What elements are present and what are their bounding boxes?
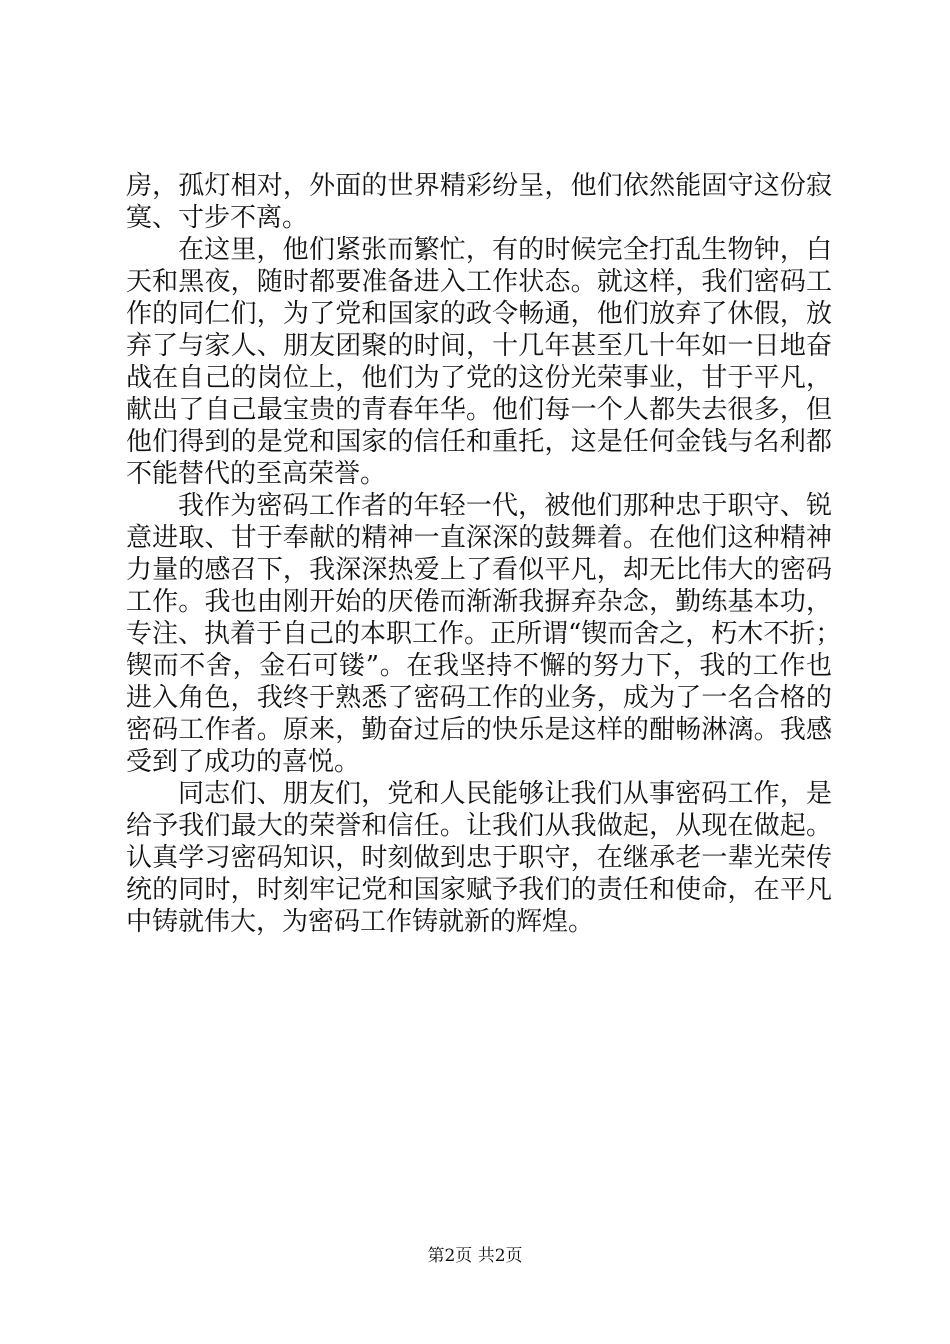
document-body [126,170,842,938]
text-line: 献出了自己最宝贵的青春年华。他们每一个人都失去很多，但 [126,395,832,425]
text-line: 统的同时，时刻牢记党和国家赋予我们的责任和使命，在平凡 [126,875,832,905]
text-line: 锲而不舍，金石可镂”。在我坚持不懈的努力下，我的工作也 [126,651,832,681]
text-line: 中铸就伟大，为密码工作铸就新的辉煌。 [126,907,595,937]
text-line: 房，孤灯相对，外面的世界精彩纷呈，他们依然能固守这份寂 [126,171,832,201]
text-line: 同志们、朋友们，党和人民能够让我们从事密码工作，是 [178,779,832,809]
text-line: 作的同仁们，为了党和国家的政令畅通，他们放弃了休假，放 [126,299,832,329]
text-line: 不能替代的至高荣誉。 [126,459,387,489]
text-line: 进入角色，我终于熟悉了密码工作的业务，成为了一名合格的 [126,683,832,713]
page-footer [0,1245,950,1267]
text-line: 在这里，他们紧张而繁忙，有的时候完全打乱生物钟，白 [178,235,832,265]
text-line: 工作。我也由刚开始的厌倦而渐渐我摒弃杂念，勤练基本功， [126,587,832,617]
text-line: 他们得到的是党和国家的信任和重托，这是任何金钱与名利都 [126,427,832,457]
text-line: 受到了成功的喜悦。 [126,747,361,777]
page-number-label: 第2页 共2页 [427,1246,523,1266]
text-line: 认真学习密码知识，时刻做到忠于职守，在继承老一辈光荣传 [126,843,832,873]
paragraph [126,490,842,778]
text-line: 力量的感召下，我深深热爱上了看似平凡，却无比伟大的密码 [126,555,832,585]
text-line: 我作为密码工作者的年轻一代，被他们那种忠于职守、锐 [178,491,832,521]
paragraph [126,778,832,938]
text-line: 意进取、甘于奉献的精神一直深深的鼓舞着。在他们这种精神 [126,523,832,553]
text-line: 战在自己的岗位上，他们为了党的这份光荣事业，甘于平凡， [126,363,832,393]
text-line: 密码工作者。原来，勤奋过后的快乐是这样的酣畅淋漓。我感 [126,715,832,745]
text-line: 给予我们最大的荣誉和信任。让我们从我做起，从现在做起。 [126,811,832,841]
text-line: 天和黑夜，随时都要准备进入工作状态。就这样，我们密码工 [126,267,832,297]
paragraph [126,234,832,490]
text-line: 专注、执着于自己的本职工作。正所谓“锲而舍之，朽木不折； [126,619,842,649]
paragraph [126,170,832,234]
text-line: 寞、寸步不离。 [126,203,309,233]
text-line: 弃了与家人、朋友团聚的时间，十几年甚至几十年如一日地奋 [126,331,832,361]
